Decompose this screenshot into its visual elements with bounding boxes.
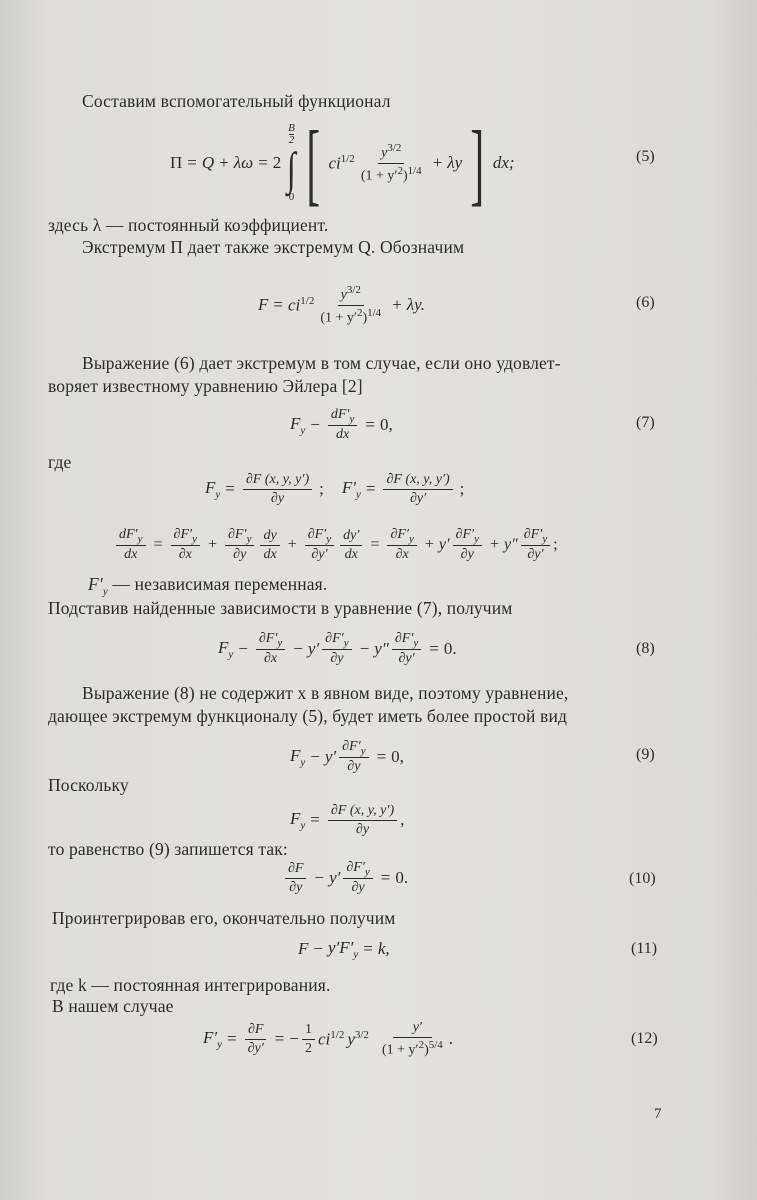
equation-9b: $F_y$ = $\frac{\partial F (x, y, y')}{\partial y}$ , [290, 802, 405, 837]
equation-number-6: (6) [636, 294, 655, 311]
paragraph-equality-9: то равенство (9) запишется так: [48, 839, 288, 859]
equation-5: П = Q + λω = 2 B 2 ∫ 0 [ $ci^{1/2}$ $\frac{y^{3/2}}{(1 + y'^2)^{1/4}}$ + λy ] dx; [170, 112, 515, 214]
paragraph-no-x-2: дающее экстремум функционалу (5), будет иметь более простой вид [48, 706, 568, 726]
equation-8: $F_y$ − $\frac{\partial F'_y}{\partial x}$ − y′ $\frac{\partial F'_y}{\partial y}$ − y″ $\frac{\partial F'_y}{\partial y'}$ = 0. [218, 630, 457, 667]
equation-total-derivative: $\frac{dF'_y}{dx}$ = $\frac{\partial F'_y}{\partial x}$ + $\frac{\partial F'_y}{\partial y}$ $\frac{dy}{dx}$ + $\frac{\partial F'_y}{\partial y'}$ $\frac{dy'}{dx}$ = $\frac{\partial F'_y}{\partial x}$ + y′ $\frac{\partial F'_y}{\partial y}$ + y″ $\frac{\partial F'_y}{\partial y'}$ ; [113, 518, 558, 572]
equation-6: F = $ci^{1/2}$ $\frac{y^{3/2}}{(1 + y'^2)^{1/4}}$ + λy. [258, 283, 426, 326]
paragraph-constant-k: где k — постоянная интегрирования. [50, 975, 331, 995]
equation-9: $F_y$ − y′ $\frac{\partial F'_y}{\partial y}$ = 0, [290, 738, 404, 775]
page-number: 7 [654, 1106, 662, 1122]
equation-11: F − $y'F'_y$ = k, [298, 937, 390, 961]
independent-variable-text: — независимая переменная. [112, 574, 328, 594]
paragraph-functional-intro: Составим вспомогательный функционал [82, 91, 391, 111]
equation-partial-derivatives: $F_y$ = $\frac{\partial F (x, y, y')}{\partial y}$ ; $F'_y$ = $\frac{\partial F (x, y, y')}{\partial y'}$ ; [205, 471, 465, 506]
equation-7: $F_y$ − $\frac{dF'_y}{dx}$ = 0, [290, 406, 393, 443]
equation-number-11: (11) [631, 940, 658, 957]
paragraph-euler-1: Выражение (6) дает экстремум в том случае, если оно удовлет- [82, 353, 561, 373]
equation-number-9: (9) [636, 746, 655, 763]
equation-number-8: (8) [636, 640, 655, 657]
paragraph-independent-variable: $F'_y$ — независимая переменная. [88, 574, 328, 598]
equation-12: $F'_y$ = $\frac{\partial F}{\partial y'}$ = − $\frac{1}{2}$ $ci^{1/2}$ $y^{3/2}$ $\frac{y'}{(1 + y'^2)^{5/4}}$ . [203, 1019, 454, 1058]
equation-number-12: (12) [631, 1030, 658, 1047]
word-since: Поскольку [48, 775, 129, 795]
paragraph-our-case: В нашем случае [52, 996, 174, 1016]
word-where: где [48, 452, 72, 472]
equation-number-7: (7) [636, 414, 655, 431]
paragraph-lambda-note: здесь λ — постоянный коэффициент. [48, 215, 329, 235]
equation-number-10: (10) [629, 870, 656, 887]
equation-10: $\frac{\partial F}{\partial y}$ − y′ $\frac{\partial F'_y}{\partial y}$ = 0. [282, 852, 408, 904]
paragraph-euler-2: воряет известному уравнению Эйлера [2] [48, 376, 363, 396]
equation-number-5: (5) [636, 148, 655, 165]
paragraph-substitute: Подставив найденные зависимости в уравнение (7), получим [48, 598, 513, 618]
paragraph-extremum: Экстремум П дает также экстремум Q. Обозначим [82, 237, 465, 257]
paragraph-integrating: Проинтегрировав его, окончательно получим [52, 908, 396, 928]
paragraph-no-x-1: Выражение (8) не содержит x в явном виде, поэтому уравнение, [82, 683, 569, 703]
